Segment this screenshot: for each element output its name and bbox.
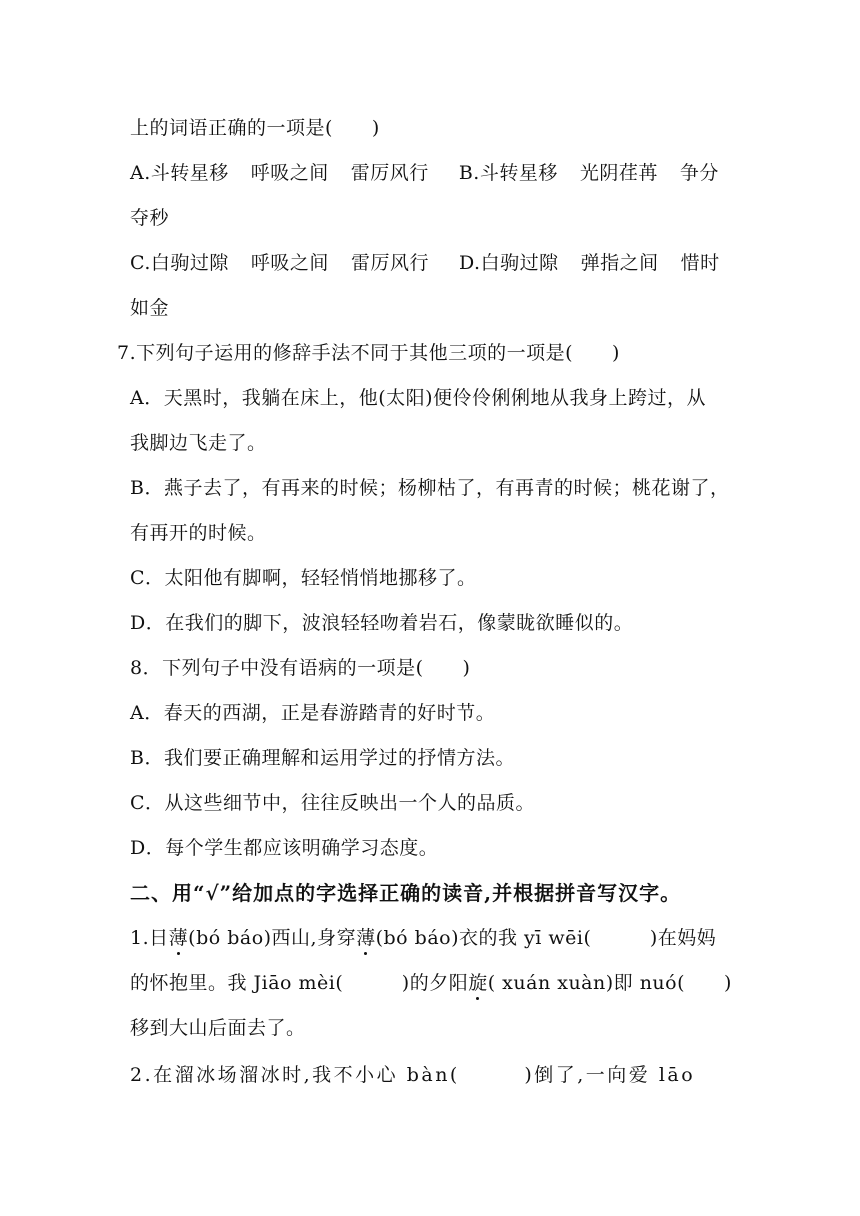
text-run: (bó báo)衣的我 yī wēi( )在妈妈	[375, 927, 717, 949]
q7-option-b: B．燕子去了，有再来的时候；杨柳枯了，有再青的时候；桃花谢了，	[130, 477, 730, 499]
option-item: 呼吸之间	[250, 162, 329, 184]
option-item: 白驹过隙	[150, 252, 229, 274]
option-item: 弹指之间	[580, 252, 659, 274]
q6-option-b-wrap: 夺秒	[130, 207, 170, 229]
option-item: 白驹过隙	[480, 252, 559, 274]
q8-option-d: D．每个学生都应该明确学习态度。	[130, 837, 439, 859]
section-2-heading: 二、用“√”给加点的字选择正确的读音,并根据拼音写汉字。	[130, 881, 682, 905]
q7-stem: 7.下列句子运用的修辞手法不同于其他三项的一项是( )	[117, 342, 620, 364]
q6-option-d-wrap: 如金	[130, 297, 170, 319]
q7-option-c: C．太阳他有脚啊，轻轻悄悄地挪移了。	[130, 567, 477, 589]
q8-option-c: C．从这些细节中，往往反映出一个人的品质。	[130, 792, 536, 814]
text-run: ( xuán xuàn)即 nuó( )	[487, 972, 732, 994]
text-run: (bó báo)西山,身穿	[188, 927, 357, 949]
option-label: A.	[130, 162, 151, 184]
p1-line-2	[130, 971, 732, 995]
q6-option-c	[130, 251, 720, 275]
dotted-char: 薄	[168, 927, 189, 949]
option-item: 雷厉风行	[350, 162, 429, 184]
p1-line-3: 移到大山后面去了。	[130, 1017, 306, 1039]
text-run: 的怀抱里。我 Jiāo mèi( )的夕阳	[130, 972, 469, 994]
text-run: 1.日	[130, 927, 169, 949]
option-item: 争分	[679, 162, 719, 184]
option-item: 斗转星移	[479, 162, 558, 184]
option-label: C.	[130, 252, 151, 274]
option-label: B.	[458, 162, 480, 184]
option-item: 光阴荏苒	[579, 162, 658, 184]
q7-option-a: A．天黑时，我躺在床上，他(太阳)便伶伶俐俐地从我身上跨过，从	[130, 387, 707, 409]
option-item: 斗转星移	[150, 162, 229, 184]
q6-option-a	[130, 161, 719, 185]
dotted-char: 旋	[468, 972, 488, 994]
q8-option-a: A．春天的西湖，正是春游踏青的好时节。	[130, 702, 496, 724]
p2-line-1: 2.在溜冰场溜冰时,我不小心 bàn( )倒了,一向爱 lāo	[130, 1064, 696, 1086]
q7-option-a-wrap: 我脚边飞走了。	[130, 432, 267, 454]
q8-stem: 8．下列句子中没有语病的一项是( )	[130, 657, 471, 679]
dotted-char: 薄	[356, 927, 376, 949]
q8-option-b: B．我们要正确理解和运用学过的抒情方法。	[130, 747, 515, 769]
option-item: 惜时	[680, 252, 720, 274]
q6-stem-tail: 上的词语正确的一项是( )	[130, 117, 380, 139]
q7-option-b-wrap: 有再开的时候。	[130, 522, 267, 544]
option-item: 呼吸之间	[250, 252, 329, 274]
option-item: 雷厉风行	[350, 252, 429, 274]
option-label: D.	[458, 252, 481, 274]
q7-option-d: D．在我们的脚下，波浪轻轻吻着岩石，像蒙眬欲睡似的。	[130, 612, 634, 634]
p1-line-1	[130, 926, 716, 950]
